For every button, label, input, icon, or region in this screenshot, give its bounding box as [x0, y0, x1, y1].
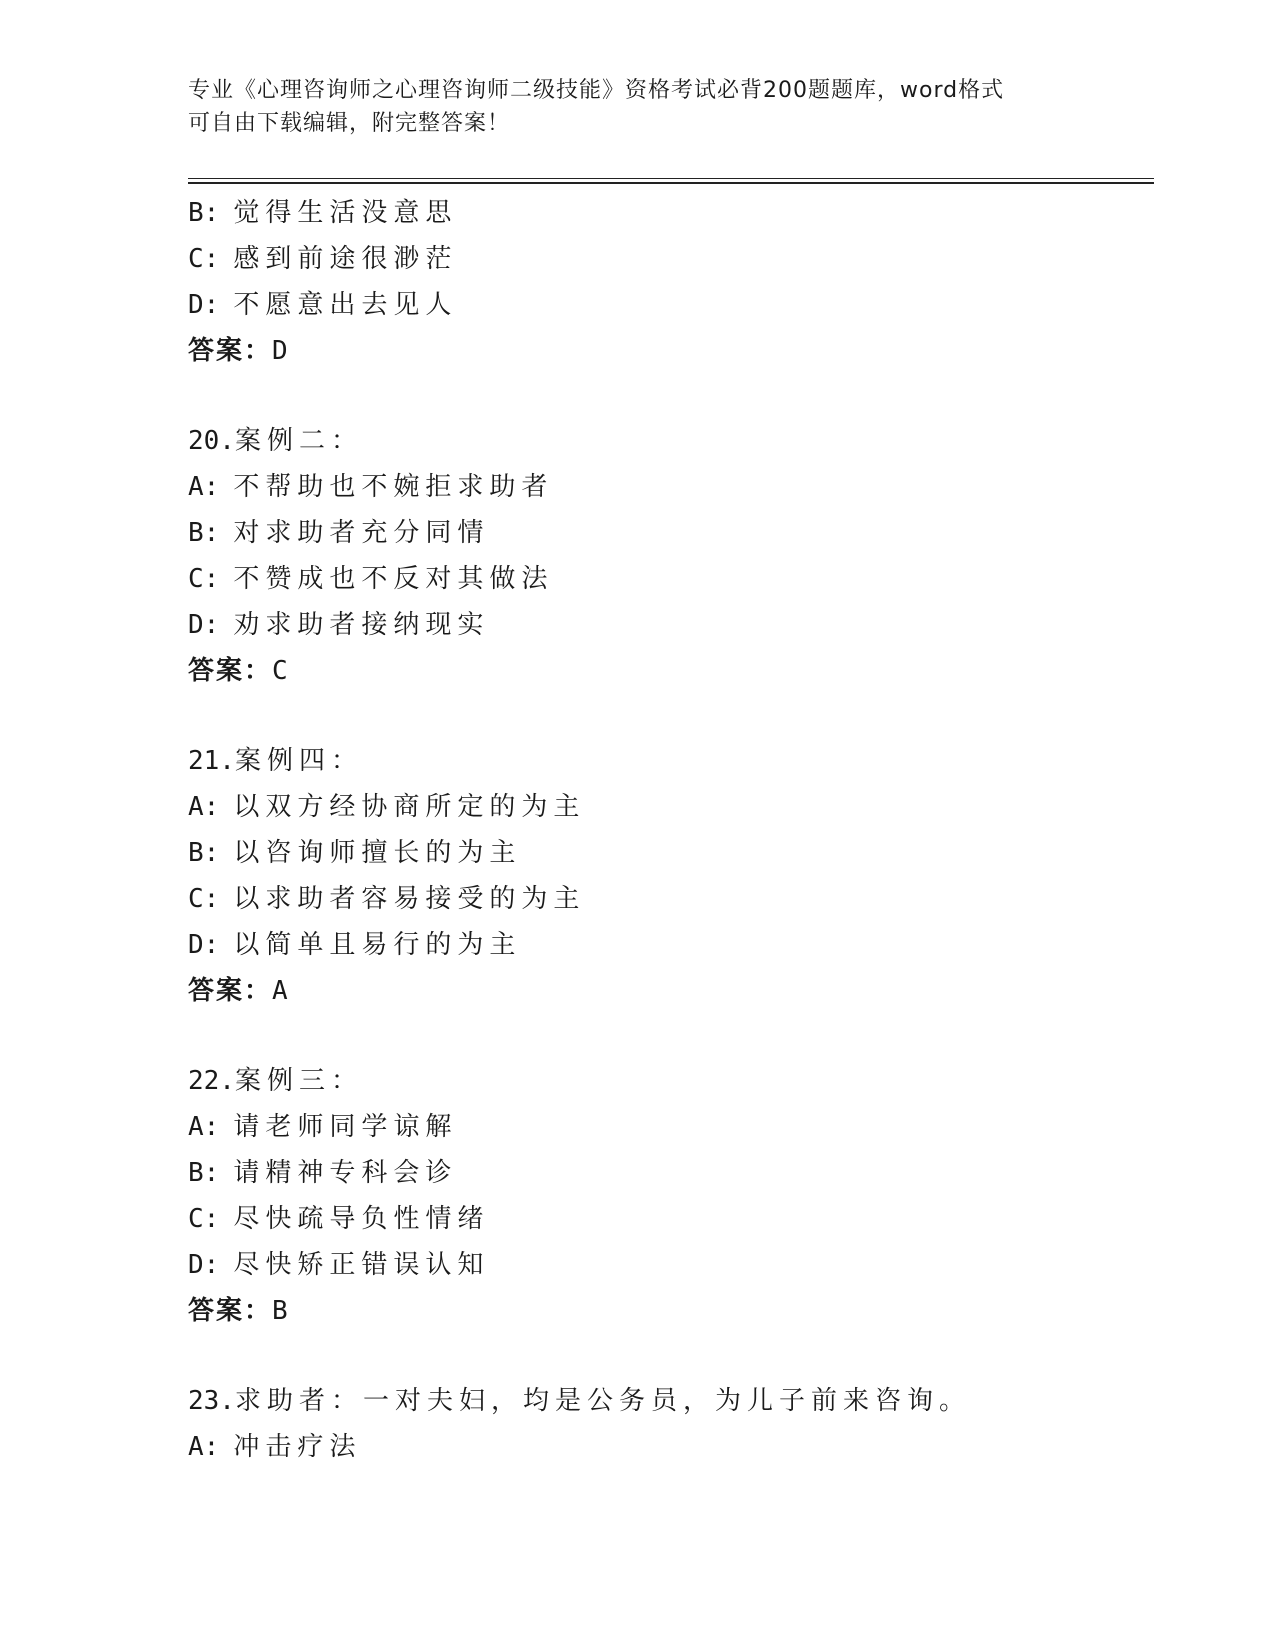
- option-d: D: 尽快矫正错误认知: [188, 1250, 490, 1280]
- question-stem: 22.案例三：: [188, 1066, 363, 1096]
- answer-value: D: [272, 336, 290, 366]
- option-a: A: 以双方经协商所定的为主: [188, 792, 586, 822]
- option-b: B: 请精神专科会诊: [188, 1158, 458, 1188]
- option-c: C: 尽快疏导负性情绪: [188, 1204, 490, 1234]
- question-22: [188, 1058, 1148, 1334]
- option-d: D: 劝求助者接纳现实: [188, 610, 490, 640]
- answer-line: 答案：B: [188, 1296, 290, 1326]
- question-stem: 20.案例二：: [188, 426, 363, 456]
- answer-line: 答案：D: [188, 336, 290, 366]
- header-line-1: 专业《心理咨询师之心理咨询师二级技能》资格考试必背200题题库，word格式: [188, 78, 1005, 103]
- question-20: [188, 418, 1148, 694]
- option-d: D: 以简单且易行的为主: [188, 930, 522, 960]
- header-divider-thin: [188, 178, 1154, 179]
- option-b: B: 以咨询师擅长的为主: [188, 838, 522, 868]
- option-c: C: 不赞成也不反对其做法: [188, 564, 554, 594]
- question-stem: 21.案例四：: [188, 746, 363, 776]
- document-header: [188, 74, 1088, 140]
- answer-line: 答案：C: [188, 656, 290, 686]
- question-stem: 23.求助者：一对夫妇，均是公务员，为儿子前来咨询。: [188, 1386, 971, 1416]
- option-a: A: 不帮助也不婉拒求助者: [188, 472, 554, 502]
- option-b: B: 对求助者充分同情: [188, 518, 490, 548]
- option-d: D: 不愿意出去见人: [188, 290, 458, 320]
- answer-line: 答案：A: [188, 976, 290, 1006]
- option-a: A: 请老师同学谅解: [188, 1112, 458, 1142]
- question-19-tail: [188, 190, 1148, 374]
- option-c: C: 感到前途很渺茫: [188, 244, 458, 274]
- option-a: A: 冲击疗法: [188, 1432, 362, 1462]
- option-b: B: 觉得生活没意思: [188, 198, 458, 228]
- question-23: [188, 1378, 1148, 1470]
- header-divider-thick: [188, 182, 1154, 184]
- option-c: C: 以求助者容易接受的为主: [188, 884, 586, 914]
- question-21: [188, 738, 1148, 1014]
- answer-value: B: [272, 1296, 290, 1326]
- answer-value: A: [272, 976, 290, 1006]
- answer-value: C: [272, 656, 290, 686]
- header-line-2: 可自由下载编辑，附完整答案！: [188, 111, 511, 136]
- question-content: [188, 190, 1148, 1470]
